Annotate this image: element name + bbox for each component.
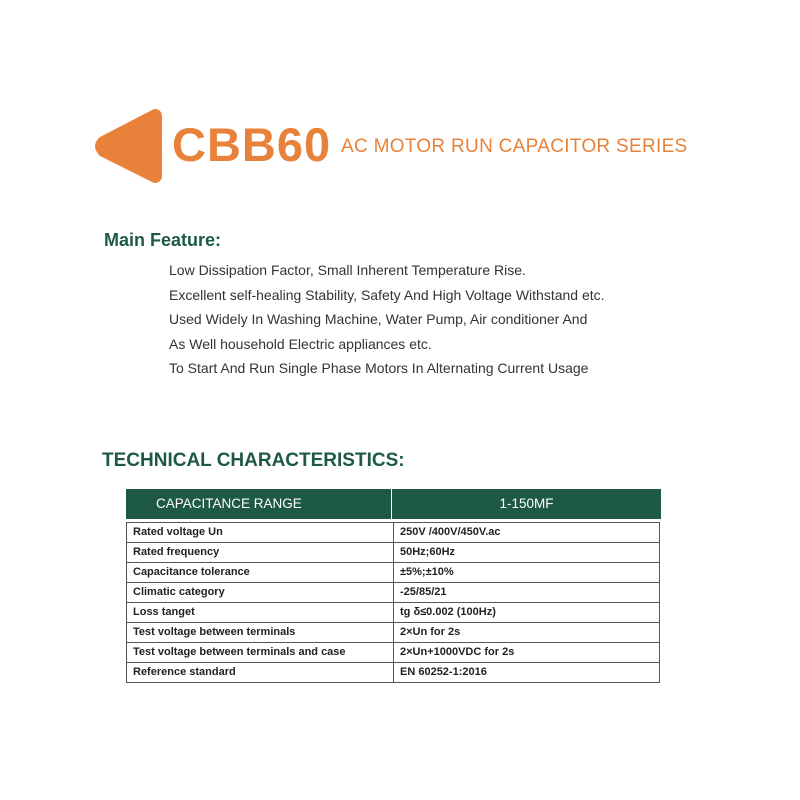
row-value: 250V /400V/450V.ac [394, 523, 660, 543]
row-label: Test voltage between terminals [127, 623, 394, 643]
row-value: EN 60252-1:2016 [394, 663, 660, 683]
feature-item: Used Widely In Washing Machine, Water Pump, Air conditioner And [169, 311, 588, 327]
rounded-triangle-icon [86, 107, 162, 185]
table-row [127, 623, 660, 643]
feature-list [169, 258, 605, 381]
row-label: Rated frequency [127, 543, 394, 563]
table-row [127, 563, 660, 583]
feature-item: To Start And Run Single Phase Motors In Alternating Current Usage [169, 360, 589, 376]
spec-table [126, 522, 660, 683]
series-subtitle: AC MOTOR RUN CAPACITOR SERIES [341, 136, 688, 157]
header-label: CAPACITANCE RANGE [126, 489, 392, 519]
row-value: 2×Un for 2s [394, 623, 660, 643]
row-label: Rated voltage Un [127, 523, 394, 543]
row-value: tg δ≤0.002 (100Hz) [394, 603, 660, 623]
row-value: -25/85/21 [394, 583, 660, 603]
row-label: Capacitance tolerance [127, 563, 394, 583]
table-row [127, 603, 660, 623]
row-label: Climatic category [127, 583, 394, 603]
row-label: Reference standard [127, 663, 394, 683]
spec-table-header [126, 489, 661, 519]
feature-item: Low Dissipation Factor, Small Inherent Temperature Rise. [169, 262, 526, 278]
technical-heading: TECHNICAL CHARACTERISTICS: [102, 450, 405, 471]
table-row [127, 523, 660, 543]
row-value: 50Hz;60Hz [394, 543, 660, 563]
header-value: 1-150MF [499, 496, 554, 511]
table-row [127, 543, 660, 563]
row-label: Loss tanget [127, 603, 394, 623]
table-row [127, 583, 660, 603]
feature-item: As Well household Electric appliances etc. [169, 335, 432, 352]
feature-item: Excellent self-healing Stability, Safety And High Voltage Withstand etc. [169, 286, 605, 303]
row-value: ±5%;±10% [394, 563, 660, 583]
table-row [127, 663, 660, 683]
row-value: 2×Un+1000VDC for 2s [394, 643, 660, 663]
row-label: Test voltage between terminals and case [127, 643, 394, 663]
table-row [127, 643, 660, 663]
model-title: CBB60 [172, 118, 332, 171]
main-feature-heading: Main Feature: [104, 230, 222, 250]
